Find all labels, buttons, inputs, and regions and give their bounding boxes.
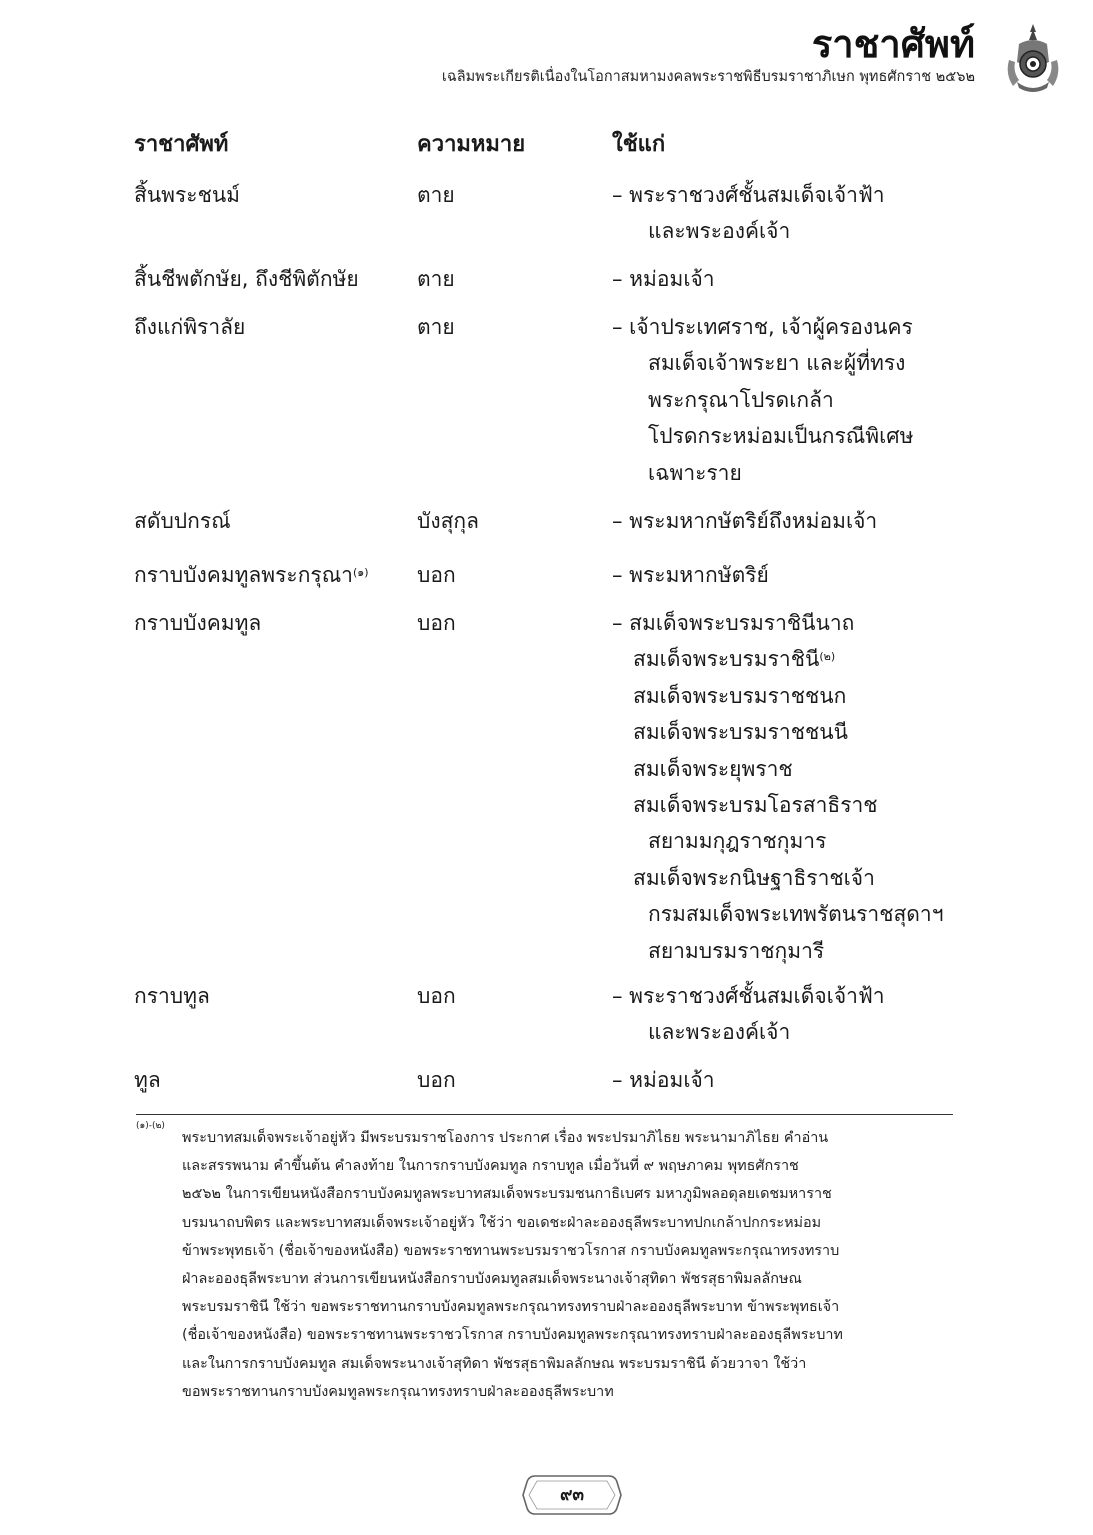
footnote-line: พระบาทสมเด็จพระเจ้าอยู่หัว มีพระบรมราชโองการ ประกาศ เรื่อง พระปรมาภิไธย พระนามาภิไธย คำอ่าน (182, 1130, 829, 1146)
applies-cell (612, 177, 954, 250)
footnote-line: ขอพระราชทานกราบบังคมทูลพระกรุณาทรงทราบฝ่าละอองธุลีพระบาท (182, 1383, 614, 1400)
applies-line: สมเด็จพระบรมราชชนก (633, 683, 847, 708)
applies-line: สมเด็จพระกนิษฐาธิราชเจ้า (633, 865, 875, 890)
document-title: ราชาศัพท์ (811, 21, 975, 66)
term-cell: สิ้นชีพตักษัย, ถึงชีพิตักษัย (134, 267, 359, 291)
applies-line: – พระราชวงศ์ชั้นสมเด็จเจ้าฟ้า (612, 183, 885, 207)
applies-line: เฉพาะราย (648, 460, 742, 485)
meaning-cell: บอก (417, 611, 456, 635)
applies-line: – พระราชวงศ์ชั้นสมเด็จเจ้าฟ้า (612, 984, 885, 1008)
meaning-cell: ตาย (417, 183, 455, 207)
applies-cell (612, 978, 954, 1051)
footnote-line: (ชื่อเจ้าของหนังสือ) ขอพระราชทานพระราชวโรกาส กราบบังคมทูลพระกรุณาทรงทราบฝ่าละอองธุลีพระบาท (182, 1327, 843, 1344)
footnote-line: บรมนาถบพิตร และพระบาทสมเด็จพระเจ้าอยู่หัว ใช้ว่า ขอเดชะฝ่าละอองธุลีพระบาทปกเกล้าปกกระหม่อม (182, 1214, 822, 1231)
footnote-text (182, 1124, 950, 1406)
applies-line: และพระองค์เจ้า (648, 219, 791, 244)
applies-cell (612, 309, 954, 491)
applies-line: – เจ้าประเทศราช, เจ้าผู้ครองนคร (612, 315, 913, 339)
term-cell: สิ้นพระชนม์ (134, 183, 241, 207)
column-header-meaning: ความหมาย (417, 132, 526, 157)
meaning-cell: บอก (417, 563, 456, 587)
footnote-divider (136, 1114, 953, 1115)
column-header-applies-to: ใช้แก่ (612, 132, 666, 157)
applies-line: สมเด็จพระบรมราชชนนี (633, 720, 848, 745)
applies-cell (612, 503, 954, 539)
applies-cell (612, 1062, 954, 1098)
term-text: กราบบังคมทูลพระกรุณา (134, 563, 353, 587)
applies-line: สยามมกุฎราชกุมาร (648, 829, 827, 854)
footnote-line: ฝ่าละอองธุลีพระบาท ส่วนการเขียนหนังสือกราบบังคมทูลสมเด็จพระนางเจ้าสุทิดา พัชรสุธาพิมลลักษณ (182, 1271, 802, 1288)
meaning-cell: บอก (417, 1068, 456, 1092)
applies-line: กรมสมเด็จพระเทพรัตนราชสุดาฯ (648, 902, 944, 927)
royal-emblem-icon (1003, 22, 1063, 94)
applies-line: – สมเด็จพระบรมราชินีนาถ (612, 611, 855, 635)
column-header-term: ราชาศัพท์ (134, 132, 229, 157)
meaning-cell: ตาย (417, 315, 455, 339)
term-cell: กราบทูล (134, 984, 210, 1008)
footnote-reference: (๑) (352, 566, 369, 579)
footnote-line: และในการกราบบังคมทูล สมเด็จพระนางเจ้าสุทิดา พัชรสุธาพิมลลักษณ พระบรมราชินี ด้วยวาจา ใช้ว่า (182, 1355, 807, 1372)
meaning-cell: บอก (417, 984, 456, 1008)
footnote-reference: (๒) (819, 650, 836, 664)
term-cell: ถึงแก่พิราลัย (134, 315, 246, 339)
term-cell: ทูล (134, 1068, 161, 1092)
footnote-line: ข้าพระพุทธเจ้า (ชื่อเจ้าของหนังสือ) ขอพระราชทานพระบรมราชวโรกาส กราบบังคมทูลพระกรุณาทรงทราบ (182, 1242, 840, 1259)
applies-text: สมเด็จพระบรมราชินี (633, 647, 820, 672)
applies-line: – พระมหากษัตริย์ถึงหม่อมเจ้า (612, 509, 878, 533)
applies-line (612, 641, 954, 677)
applies-line: พระกรุณาโปรดเกล้า (648, 387, 834, 412)
applies-line: สมเด็จเจ้าพระยา และผู้ที่ทรง (648, 351, 906, 376)
document-subtitle: เฉลิมพระเกียรติเนื่องในโอกาสมหามงคลพระราชพิธีบรมราชาภิเษก พุทธศักราช ๒๕๖๒ (441, 69, 975, 85)
footnote-marker: (๑)-(๒) (136, 1121, 165, 1131)
applies-cell (612, 261, 954, 297)
footnote-line: และสรรพนาม คำขึ้นต้น คำลงท้าย ในการกราบบังคมทูล กราบทูล เมื่อวันที่ ๙ พฤษภาคม พุทธศักราช (182, 1158, 799, 1175)
applies-cell (612, 605, 954, 969)
applies-line: – หม่อมเจ้า (612, 267, 715, 291)
footnote-line: พระบรมราชินี ใช้ว่า ขอพระราชทานกราบบังคมทูลพระกรุณาทรงทราบฝ่าละอองธุลีพระบาท ข้าพระพุทธเจ้า (182, 1299, 840, 1316)
applies-line: โปรดกระหม่อมเป็นกรณีพิเศษ (648, 424, 914, 449)
page-number: ๙๓ (559, 1485, 585, 1505)
meaning-cell: ตาย (417, 267, 455, 291)
meaning-cell: บังสุกุล (417, 509, 479, 533)
term-cell: สดับปกรณ์ (134, 509, 231, 533)
applies-line: – หม่อมเจ้า (612, 1068, 715, 1092)
applies-line: สยามบรมราชกุมารี (648, 938, 825, 963)
applies-line: สมเด็จพระบรมโอรสาธิราช (633, 793, 878, 818)
applies-line: – พระมหากษัตริย์ (612, 563, 769, 587)
term-cell (134, 557, 369, 593)
term-cell: กราบบังคมทูล (134, 611, 262, 635)
applies-line: และพระองค์เจ้า (648, 1020, 791, 1045)
applies-line: สมเด็จพระยุพราช (633, 756, 793, 781)
footnote-line: ๒๕๖๒ ในการเขียนหนังสือกราบบังคมทูลพระบาทสมเด็จพระบรมชนกาธิเบศร มหาภูมิพลอดุลยเดชมหาราช (182, 1186, 832, 1203)
applies-cell (612, 557, 954, 593)
